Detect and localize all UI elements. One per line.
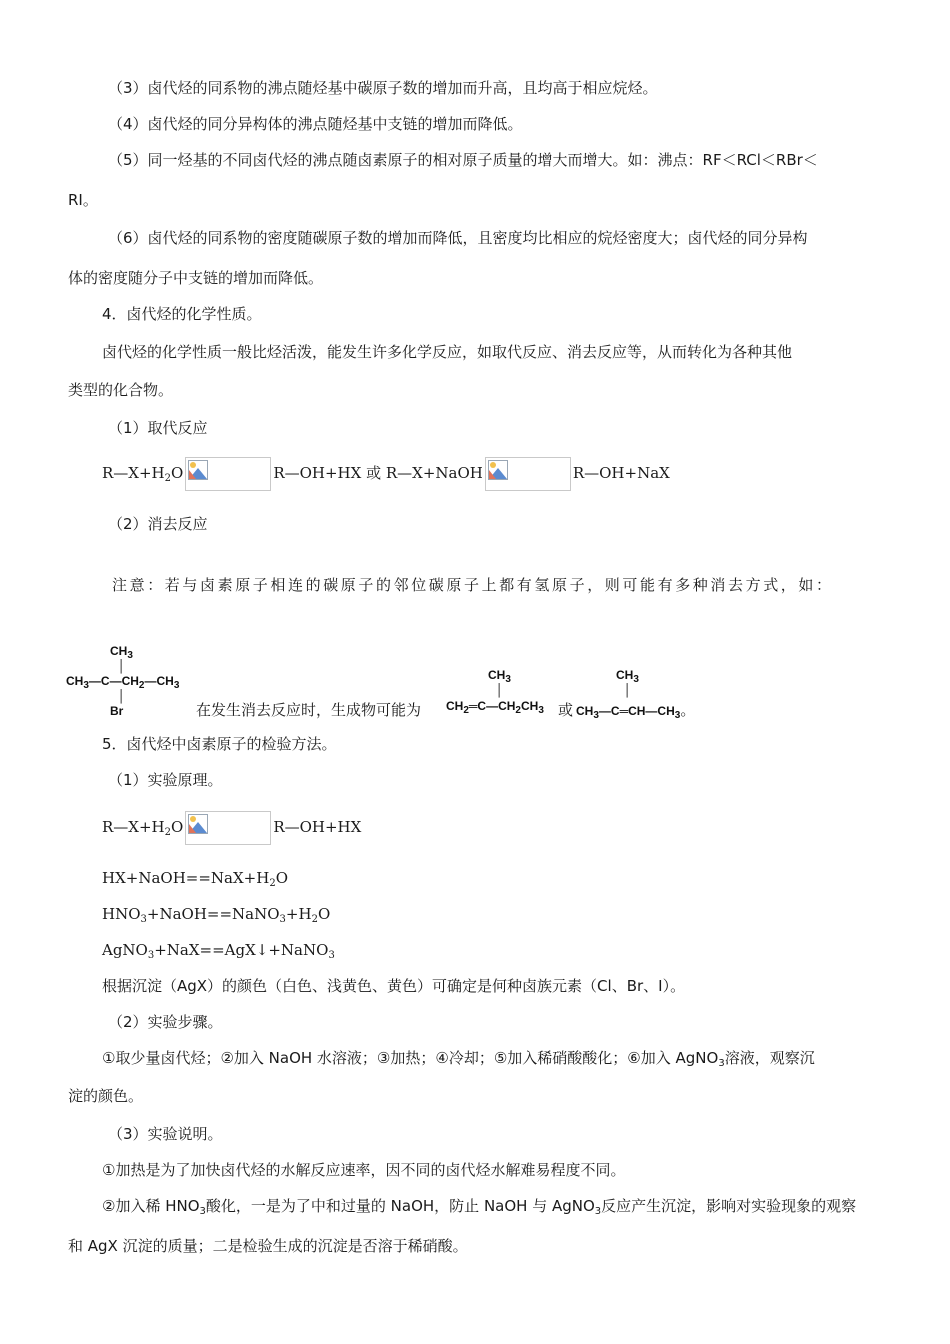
steps-line2: 淀的颜色。 xyxy=(68,1087,144,1105)
paragraph-5-line2: RI。 xyxy=(68,191,98,209)
paragraph-3: （3）卤代烃的同系物的沸点随烃基中碳原子数的增加而升高，且均高于相应烷烃。 xyxy=(108,79,658,97)
section-5-heading: 5．卤代烃中卤素原子的检验方法。 xyxy=(102,735,337,753)
elimination-note: 注意：若与卤素原子相连的碳原子的邻位碳原子上都有氢原子，则可能有多种消去方式，如： xyxy=(112,576,834,594)
steps-line1: ①取少量卤代烃；②加入 NaOH 水溶液；③加热；④冷却；⑤加入稀硝酸酸化；⑥加入 AgNO$_3$溶液，观察沉 xyxy=(102,1049,815,1069)
note-heating: ①加热是为了加快卤代烃的水解反应速率，因不同的卤代烃水解难易程度不同。 xyxy=(102,1161,626,1179)
product-2-main-chain: $CH_3—C═CH—CH_3$。 xyxy=(576,701,696,721)
note-acidify-line1: ②加入稀 $HNO_3$酸化，一是为了中和过量的 NaOH，防止 NaOH 与 AgNO$_3$反应产生沉淀，影响对实验现象的观察 xyxy=(102,1197,857,1217)
paragraph-5-line1: （5）同一烃基的不同卤代烃的沸点随卤素原子的相对原子质量的增大而增大。如：沸点：RF＜RCl＜RBr＜ xyxy=(108,151,818,169)
product-2-methyl: $CH_3$ xyxy=(616,668,639,685)
broken-image-icon xyxy=(485,457,571,491)
broken-image-icon xyxy=(185,457,271,491)
paragraph-6-line1: （6）卤代烃的同系物的密度随碳原子数的增加而降低，且密度均比相应的烷烃密度大；卤代烃的同分异构 xyxy=(108,229,808,247)
product-1-methyl: $CH_3$ xyxy=(488,668,511,685)
paragraph-4: （4）卤代烃的同分异构体的沸点随烃基中支链的增加而降低。 xyxy=(108,115,523,133)
reactant-bromine: Br xyxy=(110,704,124,718)
equation-nitric-acid: $HNO_3+NaOH==NaNO_3+H_2O$ xyxy=(102,905,331,925)
broken-image-icon xyxy=(185,811,271,845)
precipitate-color-rule: 根据沉淀（AgX）的颜色（白色、浅黄色、黄色）可确定是何种卤族元素（Cl、Br、I）。 xyxy=(102,977,686,995)
section-4-text-line1: 卤代烃的化学性质一般比烃活泼，能发生许多化学反应，如取代反应、消去反应等，从而转化为各种其他 xyxy=(102,343,793,361)
subsection-principle: （1）实验原理。 xyxy=(108,771,223,789)
note-acidify-line2: 和 AgX 沉淀的质量；二是检验生成的沉淀是否溶于稀硝酸。 xyxy=(68,1237,468,1255)
paragraph-6-line2: 体的密度随分子中支链的增加而降低。 xyxy=(68,269,324,287)
equation-substitution: $R—X+H_2O$ R—OH+HX 或 R—X+NaOH R—OH+NaX xyxy=(102,456,670,491)
subsection-steps: （2）实验步骤。 xyxy=(108,1013,223,1031)
subsection-substitution: （1）取代反应 xyxy=(108,419,208,437)
section-4-text-line2: 类型的化合物。 xyxy=(68,381,174,399)
equation-neutralization: $HX+NaOH==NaX+H_2O$ xyxy=(102,869,288,889)
equation-silver-nitrate: AgNO$_3$+NaX==AgX↓+NaNO$_3$ xyxy=(102,941,335,961)
product-1-structure: $CH_3$ │ $CH_2═C—CH_2CH_3$ xyxy=(446,668,544,716)
product-1-main-chain: $CH_2═C—CH_2CH_3$ xyxy=(446,699,544,716)
section-4-heading: 4．卤代烃的化学性质。 xyxy=(102,305,262,323)
elimination-text: 在发生消去反应时，生成物可能为 xyxy=(196,701,422,719)
product-2-structure: $CH_3$ │ $CH_3—C═CH—CH_3$。 xyxy=(576,668,696,721)
subsection-notes: （3）实验说明。 xyxy=(108,1125,223,1143)
or-word: 或 xyxy=(558,701,574,719)
reactant-structure: $CH_3$ │ $CH_3—C—CH_2—CH_3$ │ Br xyxy=(66,644,180,718)
equation-hydrolysis: $R—X+H_2O$ R—OH+HX xyxy=(102,810,361,845)
reactant-methyl-top: $CH_3$ xyxy=(110,644,133,661)
reactant-main-chain: $CH_3—C—CH_2—CH_3$ xyxy=(66,674,180,691)
subsection-elimination: （2）消去反应 xyxy=(108,515,208,533)
